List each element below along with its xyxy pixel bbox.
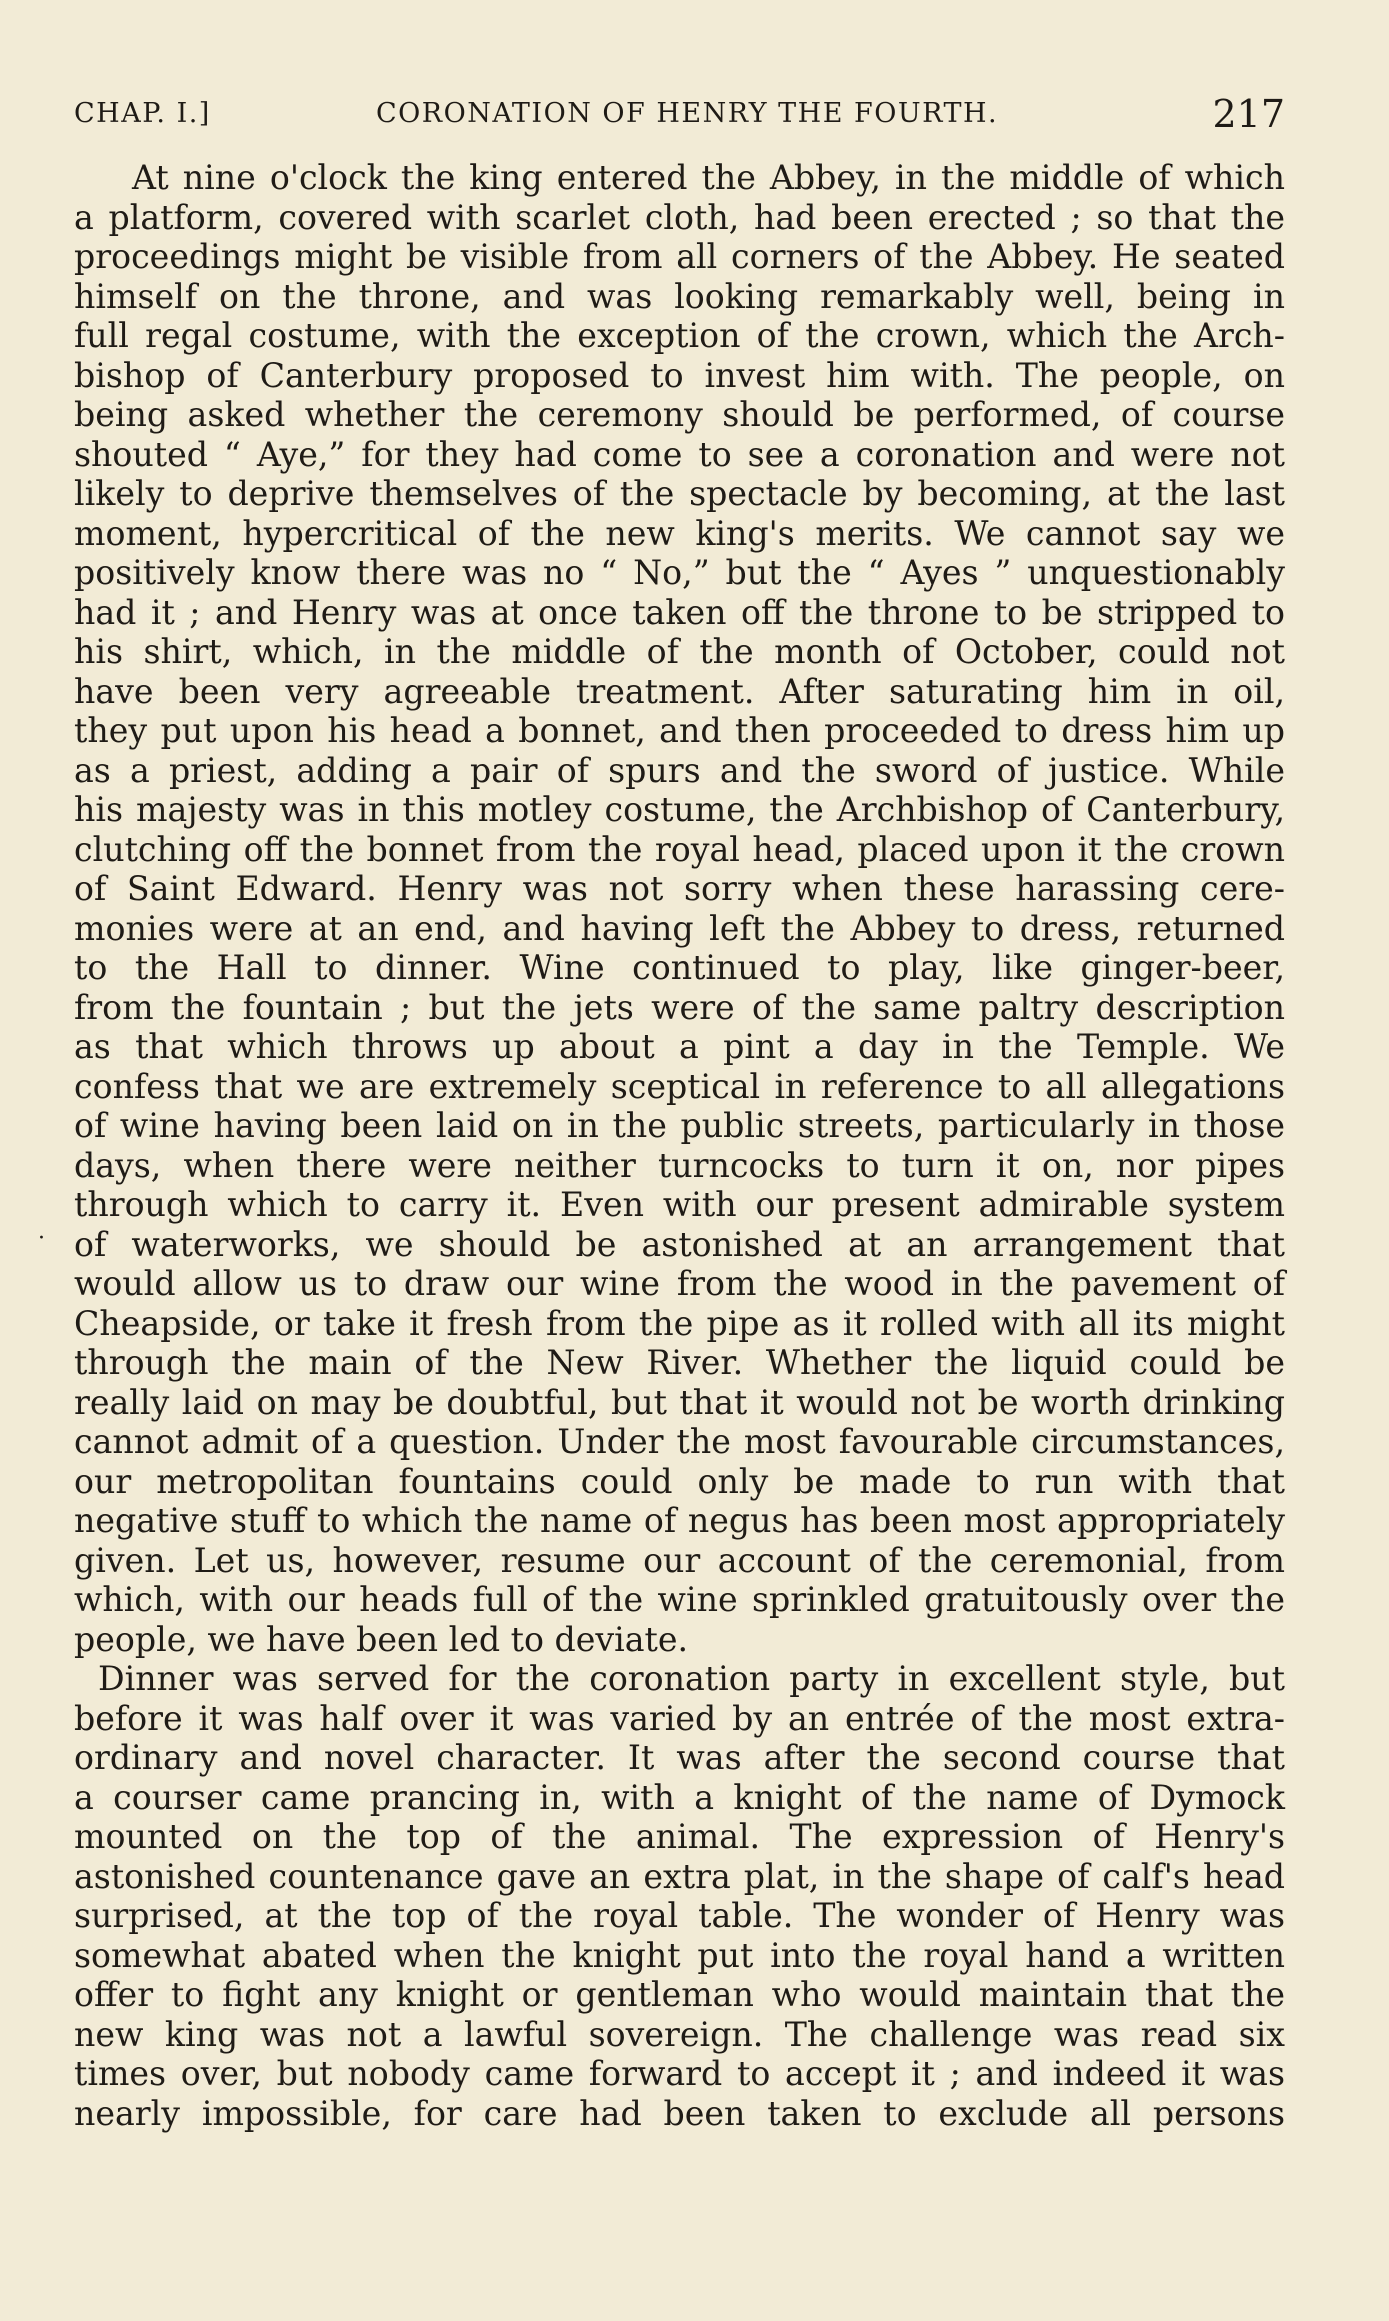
text-line: new king was not a lawful sovereign. The challenge was read six (74, 2014, 1285, 2054)
text-line: of Saint Edward. Henry was not sorry when these harassing cere- (74, 869, 1285, 908)
text-line: Dinner was served for the coronation party in excellent style, but (98, 1659, 1285, 1698)
text-line: monies were at an end, and having left the Abbey to dress, returned (74, 908, 1285, 948)
text-line: bishop of Canterbury proposed to invest him with. The people, on (74, 355, 1285, 395)
text-line: Cheapside, or take it fresh from the pipe as it rolled with all its might (74, 1303, 1285, 1343)
running-head (74, 92, 1285, 142)
text-line: being asked whether the ceremony should be performed, of course (74, 395, 1285, 434)
text-line: clutching off the bonnet from the royal head, placed upon it the crown (74, 829, 1285, 869)
text-line: would allow us to draw our wine from the wood in the pavement of (74, 1264, 1285, 1303)
text-line: they put upon his head a bonnet, and then proceeded to dress him up (74, 711, 1285, 750)
text-line: himself on the throne, and was looking remarkably well, being in (74, 276, 1285, 316)
text-line: days, when there were neither turncocks to turn it on, nor pipes (74, 1145, 1285, 1185)
text-line: his majesty was in this motley costume, the Archbishop of Canterbury, (74, 790, 1285, 829)
text-line: as that which throws up about a pint a day in the Temple. We (74, 1027, 1285, 1066)
text-line: times over, but nobody came forward to accept it ; and indeed it was (74, 2054, 1285, 2093)
text-line: offer to fight any knight or gentleman who would maintain that the (74, 1975, 1285, 2014)
page-number: 217 (1212, 92, 1285, 136)
text-line: a platform, covered with scarlet cloth, had been erected ; so that the (74, 197, 1285, 237)
text-line: had it ; and Henry was at once taken off the throne to be stripped to (74, 592, 1285, 632)
text-line: shouted “ Aye,” for they had come to see a coronation and were not (74, 434, 1285, 474)
text-line: a courser came prancing in, with a knight of the name of Dymock (74, 1777, 1285, 1817)
text-line: positively know there was no “ No,” but the “ Ayes ” unquestionably (74, 553, 1285, 592)
text-line: astonished countenance gave an extra plat, in the shape of calf's head (74, 1856, 1285, 1896)
text-line: as a priest, adding a pair of spurs and the sword of justice. While (74, 750, 1285, 790)
margin-mark: · (38, 1226, 45, 1251)
text-line: given. Let us, however, resume our account of the ceremonial, from (74, 1540, 1285, 1580)
text-line: proceedings might be visible from all corners of the Abbey. He seated (74, 237, 1285, 276)
text-line: somewhat abated when the knight put into the royal hand a written (74, 1935, 1285, 1975)
text-line: before it was half over it was varied by an entrée of the most extra- (74, 1698, 1285, 1738)
text-line: people, we have been led to deviate. (74, 1619, 689, 1659)
text-line: our metropolitan fountains could only be made to run with that (74, 1461, 1285, 1501)
body-text (74, 158, 1285, 2133)
text-line: likely to deprive themselves of the spectacle by becoming, at the last (74, 474, 1285, 513)
text-line: of waterworks, we should be astonished at an arrangement that (74, 1224, 1285, 1264)
running-title: CORONATION OF HENRY THE FOURTH. (376, 98, 999, 129)
text-line: confess that we are extremely sceptical in reference to all allegations (74, 1066, 1285, 1106)
text-line: his shirt, which, in the middle of the month of October, could not (74, 632, 1285, 671)
text-line: ordinary and novel character. It was after the second course that (74, 1738, 1285, 1777)
text-line: nearly impossible, for care had been taken to exclude all persons (74, 2093, 1285, 2133)
text-line: which, with our heads full of the wine sprinkled gratuitously over the (74, 1580, 1285, 1619)
text-line: have been very agreeable treatment. After saturating him in oil, (74, 671, 1285, 711)
text-line: really laid on may be doubtful, but that it would not be worth drinking (74, 1382, 1285, 1422)
text-line: negative stuff to which the name of negus has been most appropriately (74, 1501, 1285, 1540)
text-line: surprised, at the top of the royal table. The wonder of Henry was (74, 1896, 1285, 1935)
text-line: from the fountain ; but the jets were of the same paltry description (74, 987, 1285, 1027)
text-line: mounted on the top of the animal. The expression of Henry's (74, 1817, 1285, 1856)
text-line: through the main of the New River. Whether the liquid could be (74, 1343, 1285, 1382)
text-line: to the Hall to dinner. Wine continued to play, like ginger-beer, (74, 948, 1285, 987)
text-line: moment, hypercritical of the new king's merits. We cannot say we (74, 513, 1285, 553)
text-line: full regal costume, with the exception of the crown, which the Arch- (74, 316, 1285, 355)
text-line: cannot admit of a question. Under the most favourable circumstances, (74, 1422, 1285, 1461)
text-line: through which to carry it. Even with our present admirable system (74, 1185, 1285, 1224)
text-line: of wine having been laid on in the public streets, particularly in those (74, 1106, 1285, 1145)
text-line: At nine o'clock the king entered the Abbey, in the middle of which (132, 158, 1285, 197)
chapter-label: CHAP. I.] (74, 98, 211, 129)
